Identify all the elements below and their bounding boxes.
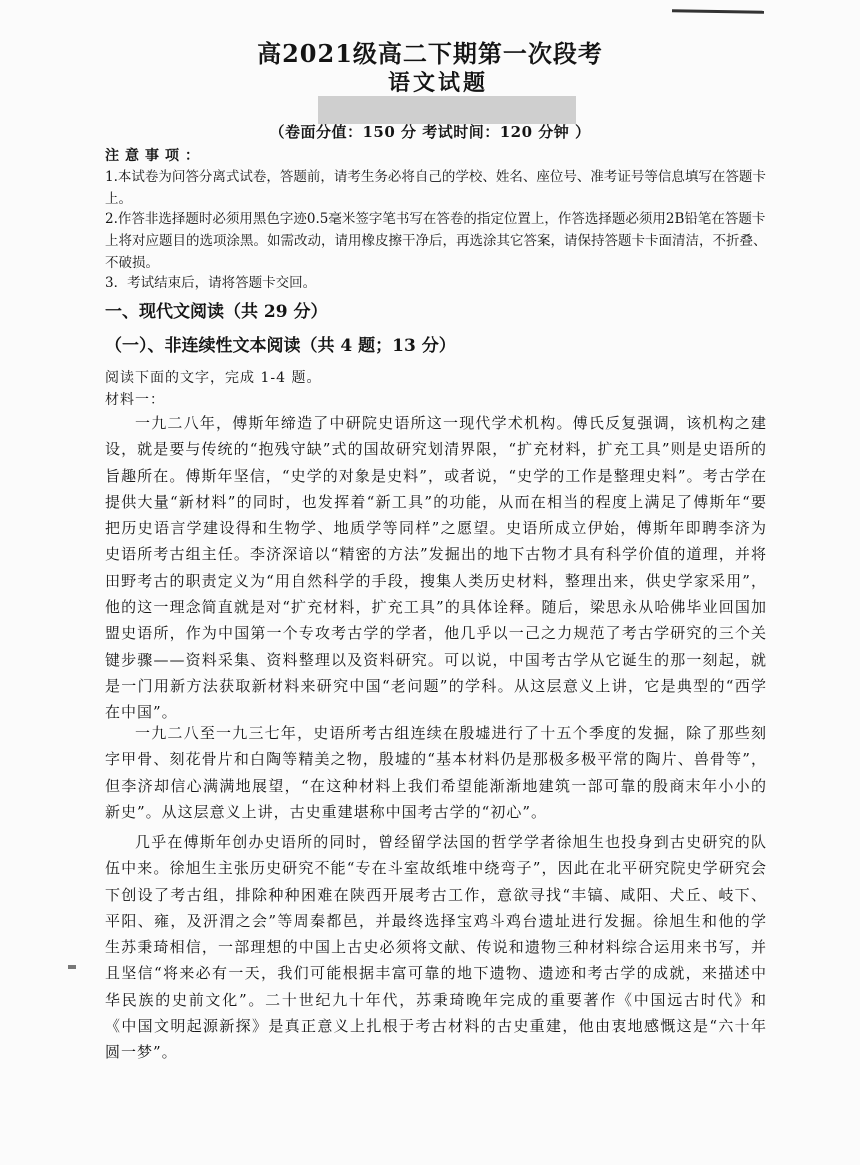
paragraph-1: 一九二八年，傅斯年缔造了中研院史语所这一现代学术机构。傅氏反复强调，该机构之建设，就是要与传统的“抱残守缺”式的国故研究划清界限，“扩充材料，扩充工具”则是史语所的旨趣所在。傅斯年坚信，“史学的对象是史料”，或者说，“史学的工作是整理史料”。考古学在提供大量“新材料”的同时，也发挥着“新工具”的功能，从而在相当的程度上满足了傅斯年“要把历史语言学建设得和生物学、地质学等同样”之愿望。史语所成立伊始，傅斯年即聘李济为史语所考古组主任。李济深谙以“精密的方法”发掘出的地下古物才具有科学价值的道理，并将田野考古的职责定义为“用自然科学的手段，搜集人类历史材料，整理出来，供史学家采用”，他的这一理念简直就是对“扩充材料，扩充工具”的具体诠释。随后，梁思永从哈佛毕业回国加盟史语所，作为中国第一个专攻考古学的学者，他几乎以一己之力规范了考古学研究的三个关键步骤——资料采集、资料整理以及资料研究。可以说，中国考古学从它诞生的那一刻起，就是一门用新方法获取新材料来研究中国“老问题”的学科。从这层意义上讲，它是典型的“西学在中国”。 [105, 414, 767, 722]
score-info: （卷面分值：150 分 考试时间：120 分钟 ） [269, 123, 591, 141]
reading-instruction: 阅读下面的文字，完成 1-4 题。 [105, 370, 322, 386]
section-heading-1: 一、现代文阅读（共 29 分） [105, 302, 328, 322]
note-item-1: 1.本试卷为问答分离式试卷，答题前，请考生务必将自己的学校、姓名、座位号、准考证号等信息填写在答题卡上。 [105, 169, 766, 207]
exam-subject: 语文试题 [387, 70, 488, 96]
note-item-2: 2.作答非选择题时必须用黑色字迹0.5毫米签字笔书写在答卷的指定位置上，作答选择题必须用2B铅笔在答题卡上将对应题目的选项涂黑。如需改动，请用橡皮擦干净后，再选涂其它答案，请保持答题卡卡面清洁，不折叠、不破损。 [105, 211, 767, 271]
exam-title: 高2021级高二下期第一次段考 [257, 39, 603, 68]
redacted-area [318, 96, 576, 124]
notes-heading: 注意事项： [105, 148, 205, 164]
section-heading-2: （一）、非连续性文本阅读（共 4 题；13 分） [105, 336, 456, 356]
paragraph-2: 一九二八至一九三七年，史语所考古组连续在殷墟进行了十五个季度的发掘，除了那些刻字甲骨、刻花骨片和白陶等精美之物，殷墟的“基本材料仍是那极多极平常的陶片、兽骨等”，但李济却信心满满地展望，“在这种材料上我们希望能渐渐地建筑一部可靠的殷商末年小小的新史”。从这层意义上讲，古史重建堪称中国考古学的“初心”。 [105, 724, 767, 821]
paragraph-3: 几乎在傅斯年创办史语所的同时，曾经留学法国的哲学学者徐旭生也投身到古史研究的队伍中来。徐旭生主张历史研究不能“专在斗室故纸堆中绕弯子”，因此在北平研究院史学研究会下创设了考古组，排除种种困难在陕西开展考古工作，意欲寻找“丰镐、咸阳、犬丘、岐下、平阳、雍，及汧渭之会”等周秦都邑，并最终选择宝鸡斗鸡台遗址进行发掘。徐旭生和他的学生苏秉琦相信，一部理想的中国上古史必须将文献、传说和遗物三种材料综合运用来书写，并且坚信“将来必有一天，我们可能根据丰富可靠的地下遗物、遗迹和考古学的成就，来描述中华民族的史前文化”。二十世纪九十年代，苏秉琦晚年完成的重要著作《中国远古时代》和《中国文明起源新探》是真正意义上扎根于考古材料的古史重建，他由衷地感慨这是“六十年圆一梦”。 [105, 833, 767, 1062]
note-item-3: 3．考试结束后，请将答题卡交回。 [105, 275, 317, 291]
pen-mark [672, 9, 764, 14]
material-label: 材料一： [105, 392, 165, 408]
scan-mark [68, 965, 76, 969]
